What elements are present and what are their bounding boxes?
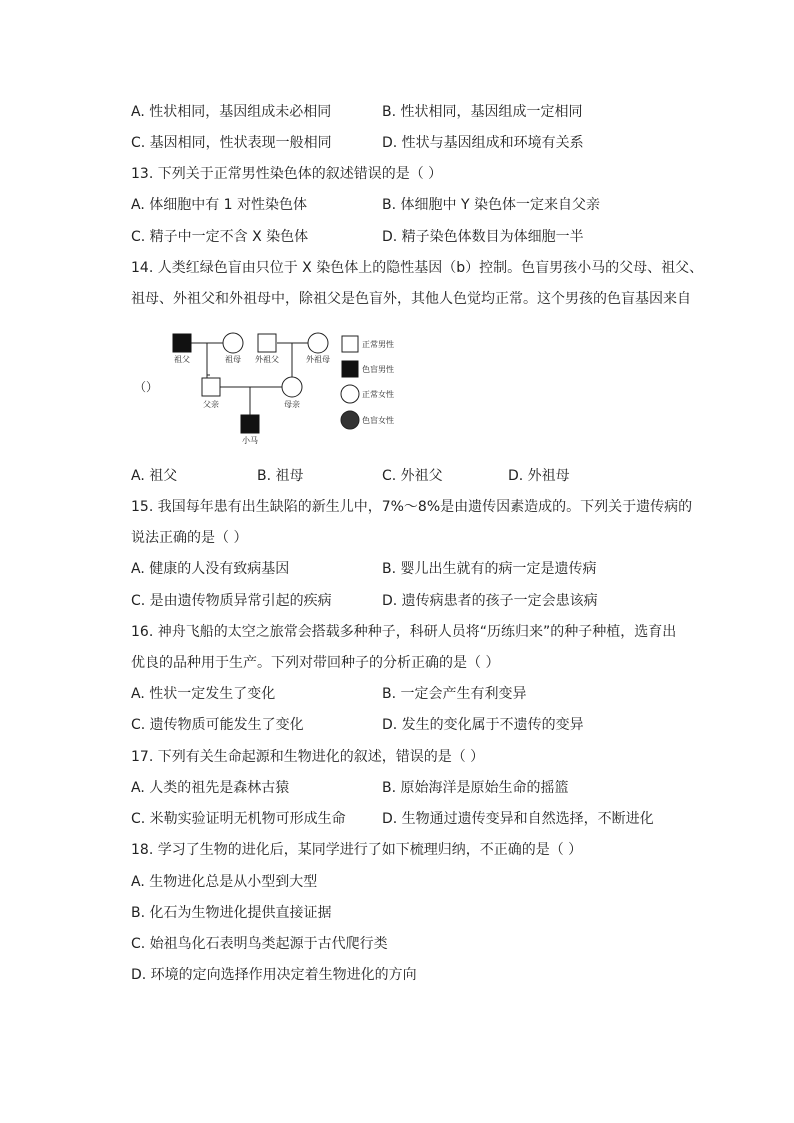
legend-normal-female-symbol bbox=[341, 385, 359, 403]
q12-option-b: B. 性状相同，基因组成一定相同 bbox=[382, 104, 583, 120]
q16-option-b: B. 一定会产生有利变异 bbox=[382, 686, 527, 702]
maternal-grandmother-symbol bbox=[308, 333, 328, 353]
legend-normal-male-symbol bbox=[342, 336, 358, 352]
q14-option-a: A. 祖父 bbox=[131, 468, 178, 484]
q16-option-d: D. 发生的变化属于不遗传的变异 bbox=[382, 717, 584, 733]
q16-stem-line1: 16. 神舟飞船的太空之旅常会搭载多种种子，科研人员将“历练归来”的种子种植，选育出 bbox=[131, 624, 677, 640]
q16-stem-line2: 优良的品种用于生产。下列对带回种子的分析正确的是（ ） bbox=[131, 655, 500, 671]
q17-option-c: C. 米勒实验证明无机物可形成生命 bbox=[131, 811, 346, 827]
legend-affected-female-label: 色盲女性 bbox=[362, 416, 394, 425]
q14-option-b: B. 祖母 bbox=[257, 468, 304, 484]
q13-option-d: D. 精子染色体数目为体细胞一半 bbox=[382, 229, 584, 245]
maternal-grandfather-label: 外祖父 bbox=[255, 355, 279, 364]
q15-stem-line1: 15. 我国每年患有出生缺陷的新生儿中，7%～8%是由遗传因素造成的。下列关于遗传病的 bbox=[131, 499, 693, 515]
father-symbol bbox=[202, 378, 220, 396]
legend-affected-male-label: 色盲男性 bbox=[362, 365, 394, 374]
q13-option-b: B. 体细胞中 Y 染色体一定来自父亲 bbox=[382, 197, 600, 213]
legend-normal-female-label: 正常女性 bbox=[362, 390, 394, 399]
q14-option-d: D. 外祖母 bbox=[508, 468, 570, 484]
q14-answer-paren: （） bbox=[134, 380, 159, 394]
q14-stem-line1: 14. 人类红绿色盲由只位于 X 染色体上的隐性基因（b）控制。色盲男孩小马的父母、祖父、 bbox=[131, 260, 704, 276]
q15-option-a: A. 健康的人没有致病基因 bbox=[131, 561, 290, 577]
pedigree-chart bbox=[120, 325, 420, 450]
q18-option-a: A. 生物进化总是从小型到大型 bbox=[131, 874, 318, 890]
q18-option-d: D. 环境的定向选择作用决定着生物进化的方向 bbox=[131, 967, 417, 983]
legend-normal-male-label: 正常男性 bbox=[362, 340, 394, 349]
q15-option-d: D. 遗传病患者的孩子一定会患该病 bbox=[382, 593, 598, 609]
q17-option-b: B. 原始海洋是原始生命的摇篮 bbox=[382, 780, 569, 796]
grandfather-symbol bbox=[173, 334, 191, 352]
q17-option-a: A. 人类的祖先是森林古猿 bbox=[131, 780, 290, 796]
legend-affected-female-symbol bbox=[341, 411, 359, 429]
q12-option-d: D. 性状与基因组成和环境有关系 bbox=[382, 135, 584, 151]
maternal-grandmother-label: 外祖母 bbox=[306, 355, 330, 364]
q18-option-b: B. 化石为生物进化提供直接证据 bbox=[131, 905, 332, 921]
maternal-grandfather-symbol bbox=[258, 334, 276, 352]
mother-symbol bbox=[282, 377, 302, 397]
q16-option-c: C. 遗传物质可能发生了变化 bbox=[131, 717, 304, 733]
grandmother-symbol bbox=[223, 333, 243, 353]
q15-option-b: B. 婴儿出生就有的病一定是遗传病 bbox=[382, 561, 597, 577]
q15-stem-line2: 说法正确的是（ ） bbox=[131, 530, 248, 546]
grandfather-label: 祖父 bbox=[174, 355, 190, 364]
q13-option-c: C. 精子中一定不含 X 染色体 bbox=[131, 229, 309, 245]
mother-label: 母亲 bbox=[284, 400, 300, 409]
q17-option-d: D. 生物通过遗传变异和自然选择，不断进化 bbox=[382, 811, 654, 827]
q14-stem-line2: 祖母、外祖父和外祖母中，除祖父是色盲外，其他人色觉均正常。这个男孩的色盲基因来自 bbox=[131, 291, 691, 307]
child-label: 小马 bbox=[242, 436, 258, 445]
legend-affected-male-symbol bbox=[342, 361, 358, 377]
father-label: 父亲 bbox=[203, 400, 219, 409]
q13-stem: 13. 下列关于正常男性染色体的叙述错误的是（ ） bbox=[131, 166, 443, 182]
q15-option-c: C. 是由遗传物质异常引起的疾病 bbox=[131, 593, 332, 609]
q14-option-c: C. 外祖父 bbox=[382, 468, 443, 484]
q12-option-c: C. 基因相同，性状表现一般相同 bbox=[131, 135, 332, 151]
q16-option-a: A. 性状一定发生了变化 bbox=[131, 686, 276, 702]
q13-option-a: A. 体细胞中有 1 对性染色体 bbox=[131, 197, 308, 213]
child-symbol bbox=[241, 415, 259, 433]
q18-option-c: C. 始祖鸟化石表明鸟类起源于古代爬行类 bbox=[131, 936, 388, 952]
q18-stem: 18. 学习了生物的进化后，某同学进行了如下梳理归纳，不正确的是（ ） bbox=[131, 842, 583, 858]
grandmother-label: 祖母 bbox=[225, 355, 241, 364]
q12-option-a: A. 性状相同，基因组成未必相同 bbox=[131, 104, 332, 120]
q17-stem: 17. 下列有关生命起源和生物进化的叙述，错误的是（ ） bbox=[131, 749, 485, 765]
